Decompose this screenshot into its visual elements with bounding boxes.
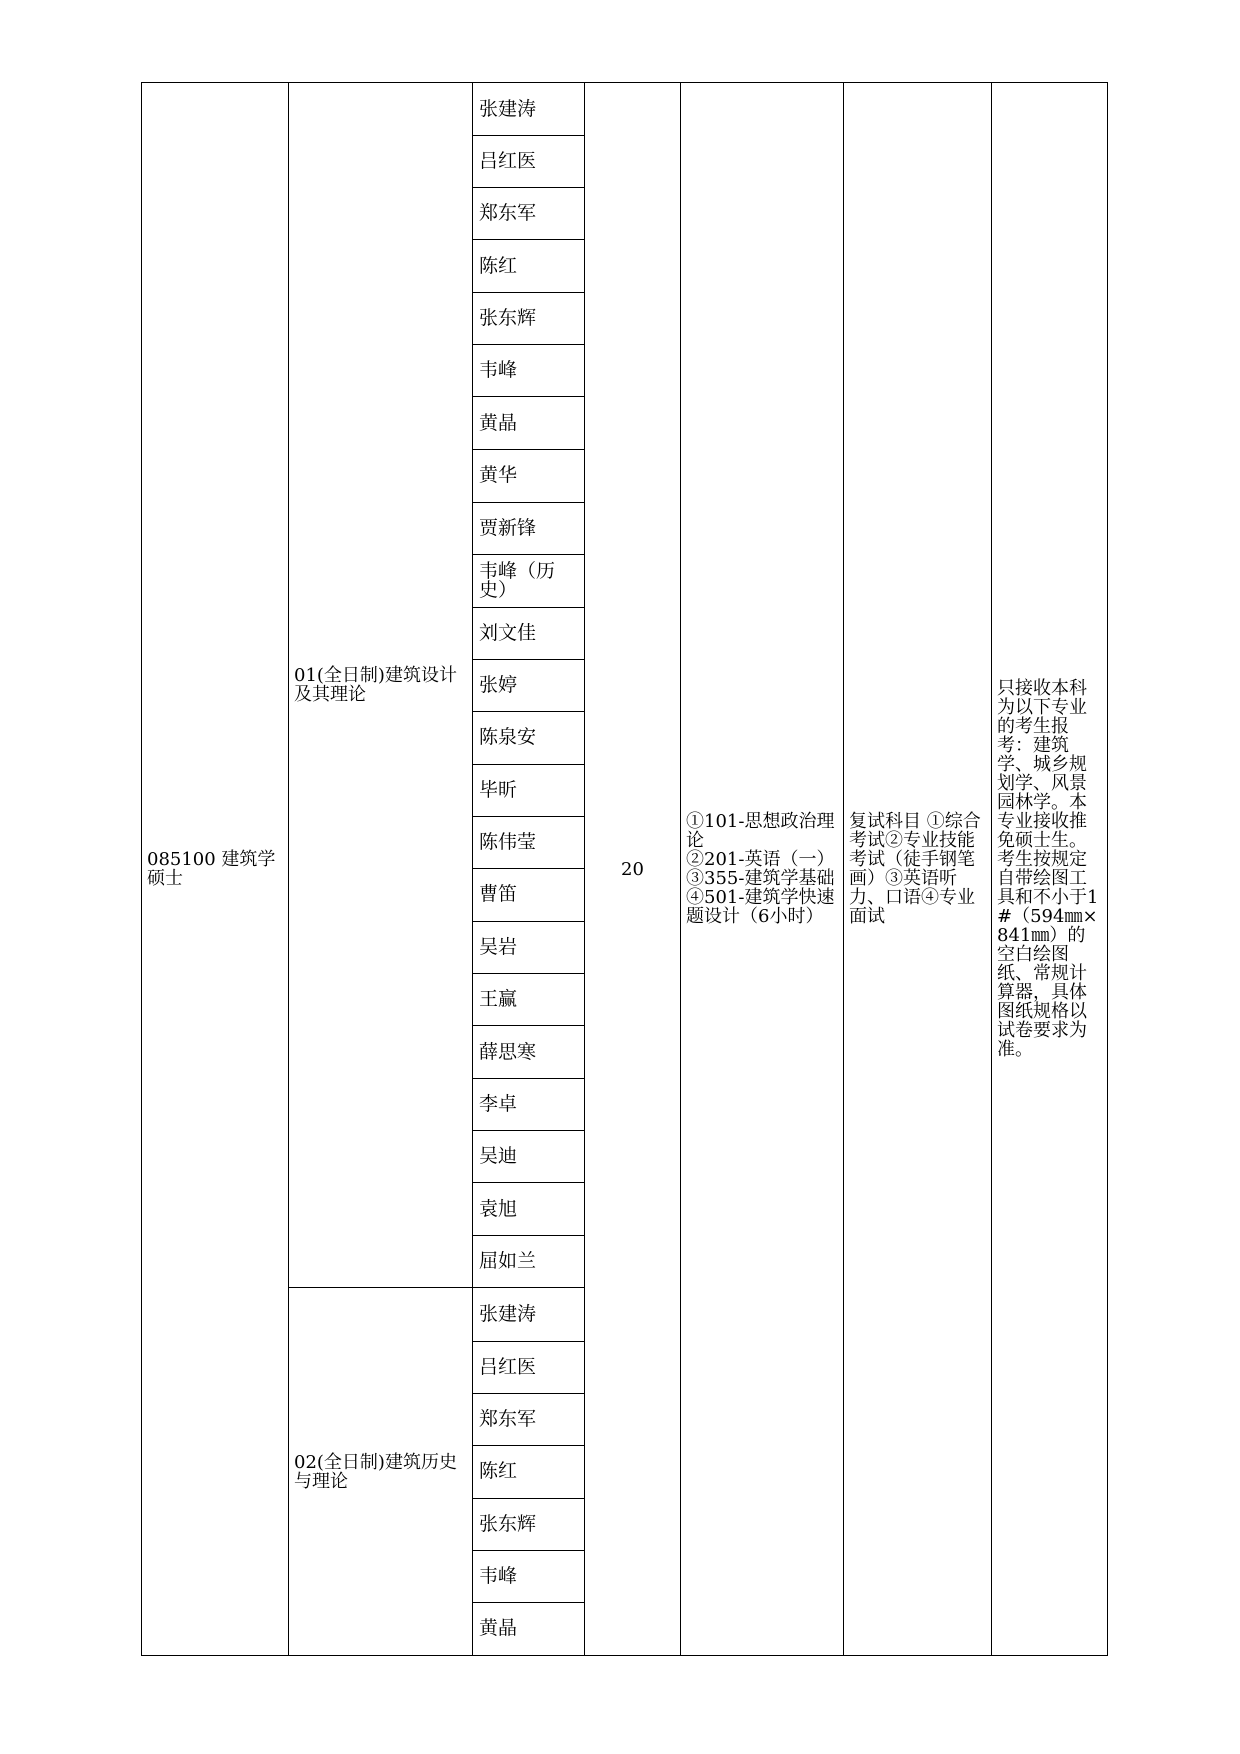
program-code-cell: 085100 建筑学硕士 [142,83,289,1656]
advisor-cell: 郑东军 [473,1393,585,1445]
advisor-cell: 韦峰 [473,1550,585,1602]
advisor-cell: 曹笛 [473,868,585,921]
table-body [142,83,1108,1656]
advisor-cell: 吴迪 [473,1131,585,1183]
admissions-table [141,82,1108,1656]
advisor-cell: 陈伟莹 [473,816,585,868]
retest-cell: 复试科目 ①综合考试②专业技能考试（徒手钢笔画）③英语听力、口语④专业面试 [844,83,992,1656]
advisor-cell: 吴岩 [473,922,585,974]
advisor-cell: 王赢 [473,974,585,1026]
advisor-cell: 刘文佳 [473,607,585,659]
advisor-cell: 黄晶 [473,397,585,450]
advisor-cell: 薛思寒 [473,1026,585,1079]
advisor-cell: 贾新锋 [473,502,585,554]
enrollment-cell: 20 [585,83,681,1656]
advisor-cell: 毕昕 [473,764,585,816]
advisor-cell: 陈红 [473,1445,585,1498]
advisor-cell: 吕红医 [473,1341,585,1393]
advisor-cell: 韦峰 [473,345,585,397]
advisor-cell: 张建涛 [473,83,585,136]
direction-cell: 01(全日制)建筑设计及其理论 [289,83,473,1288]
advisor-cell: 陈红 [473,240,585,293]
advisor-cell: 李卓 [473,1079,585,1131]
advisor-cell: 黄晶 [473,1602,585,1655]
advisor-cell: 陈泉安 [473,711,585,764]
notes-cell: 只接收本科为以下专业的考生报考：建筑学、城乡规划学、风景园林学。本专业接收推免硕士生。考生按规定自带绘图工具和不小于1#（594㎜×841㎜）的空白绘图纸、常规计算器，具体图纸规格以试卷要求为准。 [992,83,1108,1656]
advisor-cell: 张建涛 [473,1288,585,1341]
advisor-cell: 张东辉 [473,293,585,345]
exam-subjects-cell: ①101-思想政治理论 ②201-英语（一） ③355-建筑学基础 ④501-建筑学快速题设计（6小时） [681,83,844,1656]
advisor-cell: 张东辉 [473,1498,585,1550]
direction-cell: 02(全日制)建筑历史与理论 [289,1288,473,1656]
advisor-cell: 郑东军 [473,188,585,240]
advisor-cell: 屈如兰 [473,1236,585,1288]
table-row [142,83,1108,136]
advisor-cell: 韦峰（历史） [473,554,585,607]
advisor-cell: 吕红医 [473,136,585,188]
advisor-cell: 张婷 [473,659,585,711]
advisor-cell: 袁旭 [473,1183,585,1236]
advisor-cell: 黄华 [473,450,585,502]
